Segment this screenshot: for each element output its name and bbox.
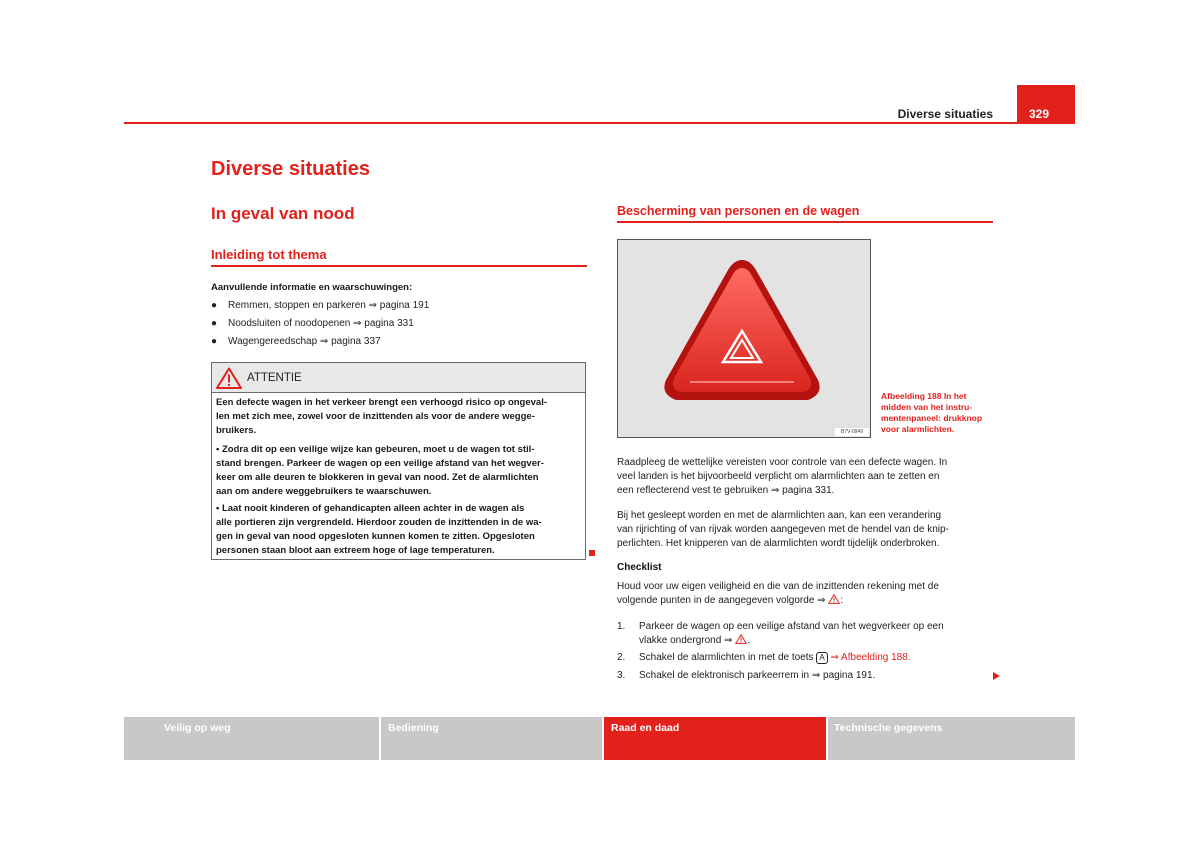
list-item: ● Noodsluiten of noodopenen ⇒ pagina 331 (211, 318, 414, 329)
body-line: Houd voor uw eigen veiligheid en die van de inzittenden rekening met de (617, 581, 939, 592)
figure-caption (881, 391, 996, 435)
body-line: Raadpleeg de wettelijke vereisten voor controle van een defecte wagen. In (617, 457, 948, 468)
tab-label: Raad en daad (611, 722, 680, 734)
section-rule (617, 221, 993, 223)
warning-title: ATTENTIE (247, 372, 302, 384)
list-item-text[interactable]: Noodsluiten of noodopenen ⇒ pagina 331 (228, 318, 414, 329)
list-item: ● Remmen, stoppen en parkeren ⇒ pagina 191 (211, 300, 430, 311)
warning-line: personen staan bloot aan extreem hoge of lage temperaturen. (216, 545, 495, 556)
step-text: vlakke ondergrond ⇒ (639, 635, 733, 646)
checklist-step (617, 620, 995, 650)
tab-technische-gegevens[interactable] (828, 717, 1075, 760)
step-text: Schakel de elektronisch parkeerrem in ⇒ pagina 191. (639, 670, 876, 681)
tab-label: Technische gegevens (834, 722, 943, 734)
tab-veilig-op-weg[interactable] (124, 717, 379, 760)
topic-heading: Inleiding tot thema (211, 247, 327, 262)
warning-line: len met zich mee, zowel voor de inzittenden als voor de andere wegge- (216, 411, 535, 422)
intro-text: Aanvullende informatie en waarschuwingen: (211, 282, 413, 293)
warning-reference-icon (735, 634, 747, 644)
continue-arrow-icon (993, 672, 1000, 680)
step-number: 2. (617, 652, 626, 663)
caption-line: Afbeelding 188 In het (881, 391, 967, 401)
tab-bediening[interactable] (381, 717, 602, 760)
page-title: Diverse situaties (211, 158, 370, 180)
header-section-title: Diverse situaties (897, 107, 993, 121)
figure-link[interactable]: ⇒ Afbeelding 188. (830, 652, 911, 663)
step-text: Schakel de alarmlichten in met de toets (639, 652, 814, 663)
warning-triangle-icon (216, 367, 242, 389)
warning-line: • Laat nooit kinderen of gehandicapten alleen achter in de wagen als (216, 503, 525, 514)
list-item-text[interactable]: Wagengereedschap ⇒ pagina 337 (228, 336, 381, 347)
list-item: ● Wagengereedschap ⇒ pagina 337 (211, 336, 381, 347)
checklist-intro-text: volgende punten in de aangegeven volgorde ⇒ (617, 595, 826, 606)
tab-label: Veilig op weg (164, 722, 231, 734)
body-line: een reflecterend vest te gebruiken ⇒ pagina 331. (617, 485, 835, 496)
list-item-text[interactable]: Remmen, stoppen en parkeren ⇒ pagina 191 (228, 300, 430, 311)
body-line: Bij het gesleept worden en met de alarmlichten aan, kan een verandering (617, 510, 942, 521)
caption-line: mentenpaneel: drukknop (881, 413, 983, 423)
warning-line: Een defecte wagen in het verkeer brengt een verhoogd risico op ongeval- (216, 397, 548, 408)
header-rule (124, 122, 1075, 124)
body-line: volgende punten in de aangegeven volgorde ⇒ : (617, 595, 844, 606)
tab-raad-en-daad[interactable] (604, 717, 826, 760)
page-number: 329 (1028, 107, 1050, 121)
warning-line: keer om alle deuren te blokkeren in geval van nood. Zet de alarmlichten (216, 472, 539, 483)
hazard-key-symbol: A (816, 652, 827, 664)
warning-line: • Zodra dit op een veilige wijze kan gebeuren, moet u de wagen tot stil- (216, 444, 535, 455)
warning-line: bruikers. (216, 425, 257, 436)
warning-line: gen in geval van nood opgesloten kunnen komen te zitten. Opgesloten (216, 531, 535, 542)
tab-label: Bediening (388, 722, 439, 734)
warning-line: alle portieren zijn vergrendeld. Hierdoor zouden de inzittenden in de wa- (216, 517, 542, 528)
caption-line: midden van het instru- (881, 402, 973, 412)
topic-rule (211, 265, 587, 267)
body-line: van rijrichting of van rijvak worden aangegeven met de hendel van de knip- (617, 524, 949, 535)
body-line: perlichten. Het knipperen van de alarmlichten wordt tijdelijk onderbroken. (617, 538, 940, 549)
warning-line: aan om andere weggebruikers te waarschuwen. (216, 486, 432, 497)
step-number: 3. (617, 670, 626, 681)
hazard-light-button-icon (660, 254, 824, 410)
warning-reference-icon (828, 594, 840, 604)
step-number: 1. (617, 621, 626, 632)
step-text-line: vlakke ondergrond ⇒ . (639, 635, 750, 646)
chapter-title: In geval van nood (211, 204, 355, 223)
figure-code: B7V-0949 (835, 428, 869, 436)
warning-line: stand brengen. Parkeer de wagen op een veilige afstand van het wegver- (216, 458, 544, 469)
body-line: veel landen is het bijvoorbeeld verplicht om alarmlichten aan te zetten en (617, 471, 940, 482)
caption-line: voor alarmlichten. (881, 424, 955, 434)
section-end-marker (589, 550, 595, 556)
checklist-heading: Checklist (617, 562, 662, 573)
step-text: Parkeer de wagen op een veilige afstand van het wegverkeer op een (639, 621, 944, 632)
section-heading: Bescherming van personen en de wagen (617, 204, 860, 218)
